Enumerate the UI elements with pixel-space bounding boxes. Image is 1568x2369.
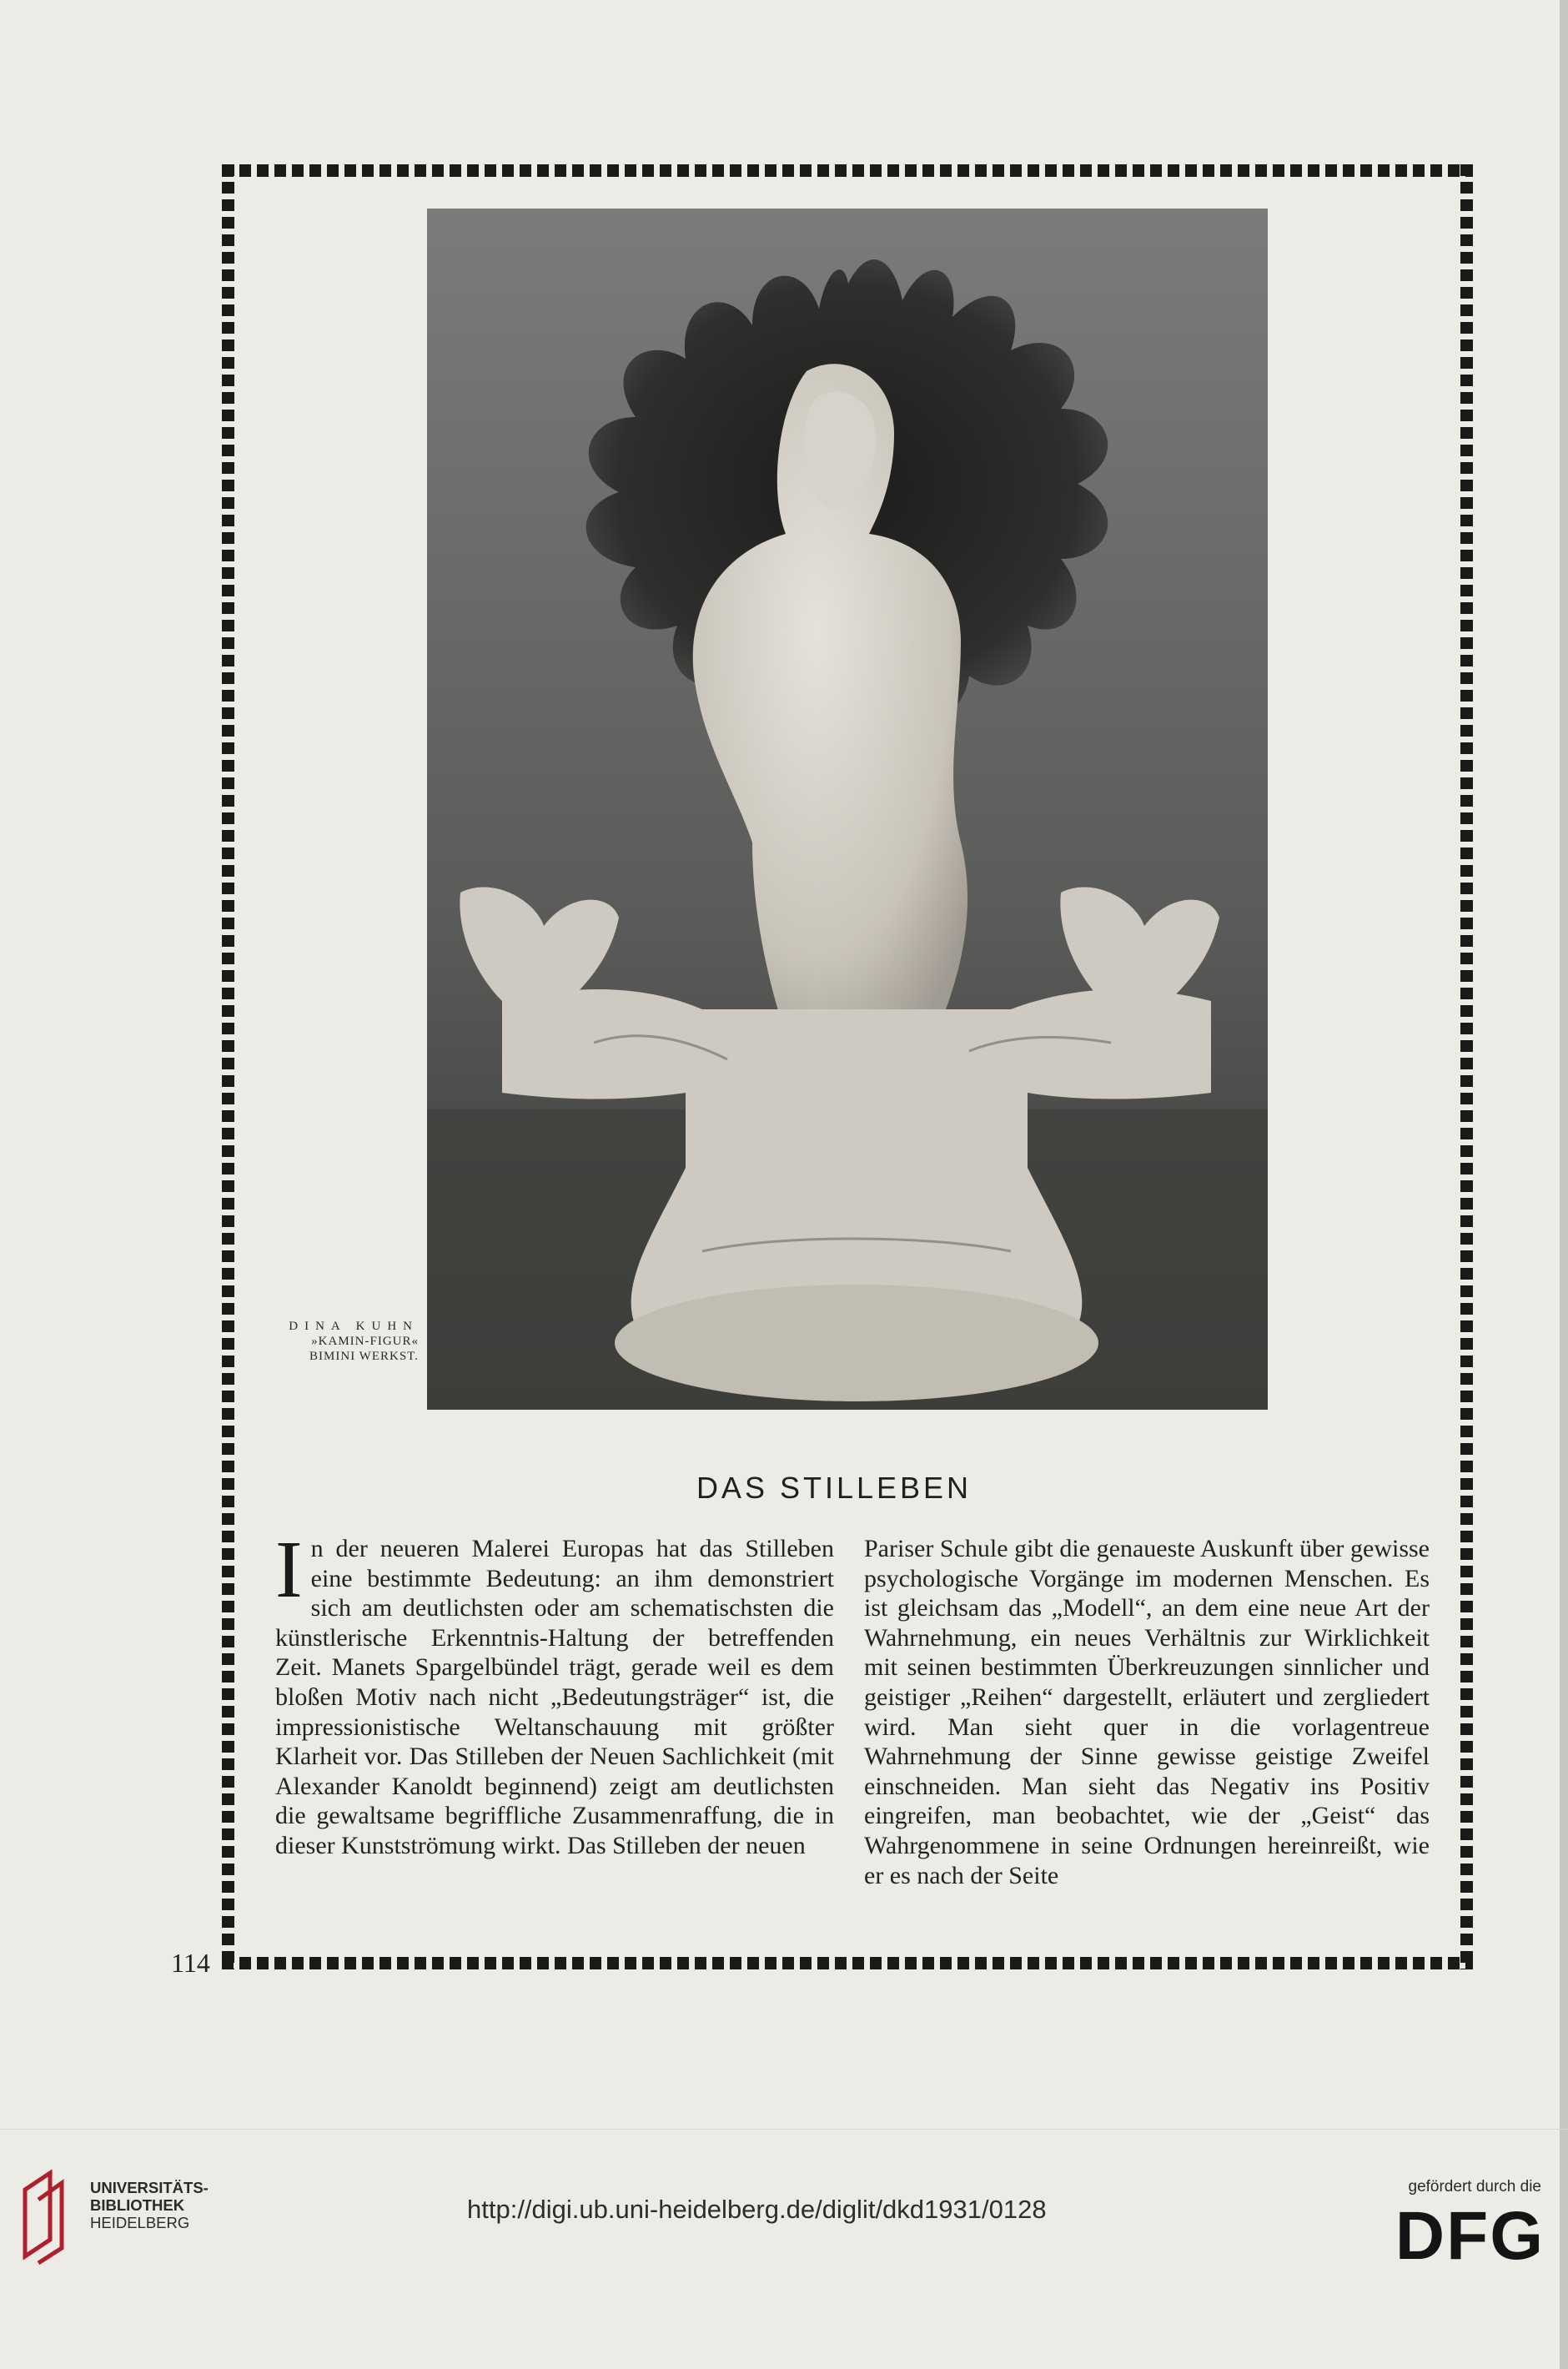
page-number: 114 — [171, 1948, 210, 1978]
caption-workshop: BIMINI WERKST. — [309, 1350, 419, 1363]
border-bottom — [222, 1957, 1473, 1969]
figure-caption — [260, 1319, 419, 1364]
right-column-text: Pariser Schule gibt die genaueste Auskunft über gewisse psychologische Vorgänge im modernen Menschen. Es ist gleichsam das „Modell“, an dem eine neue Art der Wahrnehmung, ein neues Verhältnis zur Wirklichkeit mit seinen bestimmten Überkreuzungen sinnlicher und geistiger „Reihen“ dargestellt, erläutert und zergliedert wird. Man sieht quer in die vorlagentreue Wahrnehmung der Sinne gewisse geistige Zweifel einschneiden. Man sieht das Negativ ins Positiv eingreifen, man beobachtet, wie der „Geist“ das Wahrgenommene in seine Ordnungen hereinreißt, wie er es nach der Seite — [864, 1535, 1430, 1889]
library-line-1: UNIVERSITÄTS- — [90, 2179, 209, 2196]
library-name — [90, 2179, 209, 2231]
border-top — [222, 164, 1473, 177]
caption-title: »KAMIN-FIGUR« — [311, 1335, 419, 1348]
text-column-left — [275, 1525, 834, 1861]
funding-label: gefördert durch die — [1408, 2178, 1541, 2195]
caption-artist: DINA KUHN — [289, 1320, 419, 1333]
library-line-2: BIBLIOTHEK — [90, 2196, 185, 2214]
page-edge — [1560, 0, 1568, 2369]
text-column-right — [864, 1534, 1430, 1890]
dfg-logo: DFG — [1395, 2198, 1545, 2274]
sculpture-photograph — [427, 209, 1268, 1410]
library-line-3: HEIDELBERG — [90, 2214, 190, 2231]
border-left — [222, 164, 234, 1969]
left-column-text: In der neueren Malerei Europas hat das Stilleben eine bestimmte Bedeutung: an ihm demonstriert sich am deutlichsten oder am schematischsten die künstlerische Erkenntnis-Haltung der betreffenden Zeit. Manets Spargelbündel trägt, gerade weil es dem bloßen Motiv nach nicht „Bedeutungsträger“ ist, die impressionistische Weltanschauung mit größter Klarheit vor. Das Stilleben der Neuen Sachlichkeit (mit Alexander Kanoldt beginnend) zeigt am deutlichsten die gewaltsame begriffliche Zusammenraffung, die in dieser Kunstströmung wirkt. Das Stilleben der neuen — [275, 1525, 834, 1859]
article-title: DAS STILLEBEN — [696, 1471, 972, 1505]
footer-divider — [0, 2129, 1568, 2130]
library-logo-icon — [17, 2165, 75, 2265]
source-url-link[interactable]: http://digi.ub.uni-heidelberg.de/diglit/dkd1931/0128 — [467, 2195, 1047, 2224]
border-right — [1460, 164, 1473, 1969]
